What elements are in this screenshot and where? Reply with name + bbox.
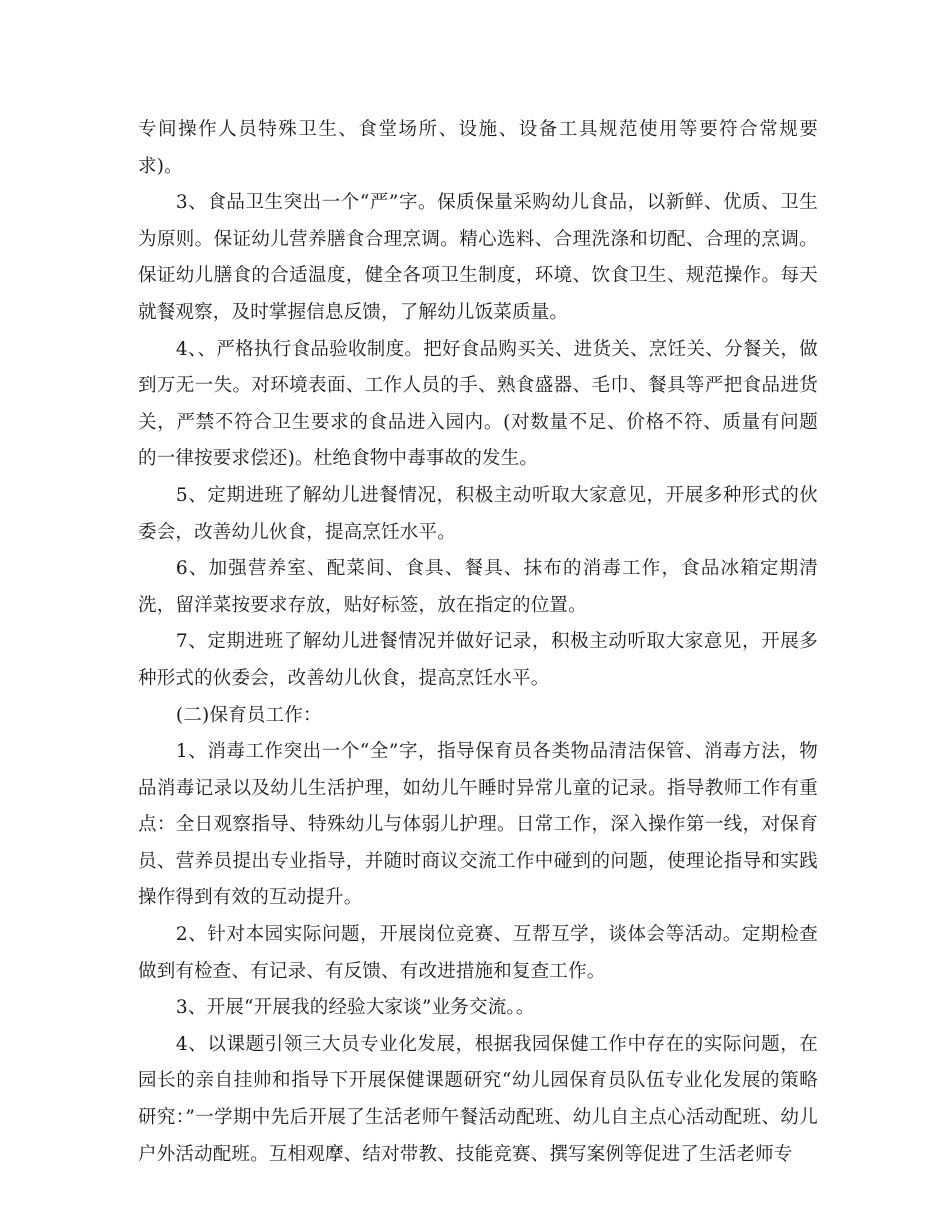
paragraph-2: 3、食品卫生突出一个“严”字。保质保量采购幼儿食品，以新鲜、优质、卫生为原则。保证幼儿营养膳食合理烹调。精心选料、合理洗涤和切配、合理的烹调。保证幼儿膳食的合适温度，健全各项卫生制度，环境、饮食卫生、规范操作。每天就餐观察，及时掌握信息反馈，了解幼儿饭菜质量。 — [138, 192, 818, 323]
paragraph-7: 1、消毒工作突出一个“全”字，指导保育员各类物品清洁保管、消毒方法，物品消毒记录以及幼儿生活护理，如幼儿午睡时异常儿童的记录。指导教师工作有重点：全日观察指导、特殊幼儿与体弱儿护理。日常工作，深入操作第一线，对保育员、营养员提出专业指导，并随时商议交流工作中碰到的问题，使理论指导和实践操作得到有效的互动提升。 — [138, 741, 818, 909]
paragraph-3: 4、、严格执行食品验收制度。把好食品购买关、进货关、烹饪关、分餐关，做到万无一失。对环境表面、工作人员的手、熟食盛器、毛巾、餐具等严把食品进货关，严禁不符合卫生要求的食品进入园内。(对数量不足、价格不符、质量有问题的一律按要求偿还)。杜绝食物中毒事故的发生。 — [138, 338, 818, 470]
paragraph-6: 7、定期进班了解幼儿进餐情况并做好记录，积极主动听取大家意见，开展多种形式的伙委会，改善幼儿伙食，提高烹饪水平。 — [138, 631, 818, 689]
section-heading: (二)保育员工作： — [175, 704, 322, 726]
paragraph-5: 6、加强营养室、配菜间、食具、餐具、抹布的消毒工作，食品冰箱定期清洗，留洋菜按要求存放，贴好标签，放在指定的位置。 — [138, 558, 818, 616]
paragraph-4: 5、定期进班了解幼儿进餐情况，积极主动听取大家意见，开展多种形式的伙委会，改善幼儿伙食，提高烹饪水平。 — [138, 484, 818, 543]
paragraph-8: 2、针对本园实际问题，开展岗位竞赛、互帮互学，谈体会等活动。定期检查做到有检查、有记录、有反馈、有改进措施和复查工作。 — [138, 924, 818, 982]
paragraph-1: 专间操作人员特殊卫生、食堂场所、设施、设备工具规范使用等要符合常规要求)。 — [138, 119, 818, 177]
paragraph-9: 3、开展“开展我的经验大家谈”业务交流。。 — [175, 997, 535, 1019]
document-body — [138, 112, 818, 1173]
paragraph-10: 4、以课题引领三大员专业化发展，根据我园保健工作中存在的实际问题，在园长的亲自挂帅和指导下开展保健课题研究“幼儿园保育员队伍专业化发展的策略研究：”一学期中先后开展了生活老师午餐活动配班、幼儿自主点心活动配班、幼儿户外活动配班。互相观摩、结对带教、技能竞赛、撰写案例等促进了生活老师专 — [138, 1033, 818, 1165]
